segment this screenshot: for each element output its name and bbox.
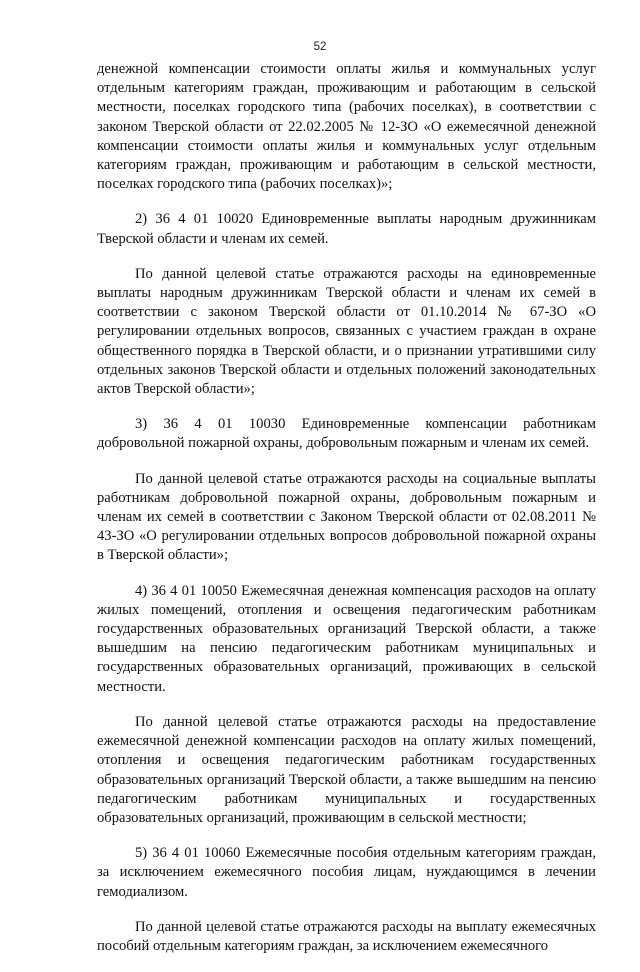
paragraph-item-2-description: По данной целевой статье отражаются расходы на единовременные выплаты народным дружинникам Тверской области и членам их семей в соответствии с законом Тверской области от 01.10.2014 № 67-ЗО «О регулировании отдельных вопросов, связанных с участием граждан в охране общественного порядка в Тверской области, и о признании утратившими силу отдельных законов Тверской области и отдельных положений законодательных актов Тверской области»; [97, 265, 596, 398]
paragraph-item-3-description: По данной целевой статье отражаются расходы на социальные выплаты работникам добровольной пожарной охраны, добровольным пожарным и членам их семей в соответствии с Законом Тверской области от 02.08.2011 № 43-ЗО «О регулировании отдельных вопросов добровольной пожарной охраны в Тверской области»; [97, 470, 596, 564]
paragraph-item-4-heading: 4) 36 4 01 10050 Ежемесячная денежная компенсация расходов на оплату жилых помещений, отопления и освещения педагогическим работникам государственных образовательных организаций Тверской области, а также вышедшим на пенсию педагогическим работникам муниципальных и государственных образовательных организаций, проживающих в сельской местности. [97, 582, 596, 695]
paragraph-item-4-description: По данной целевой статье отражаются расходы на предоставление ежемесячной денежной компенсации расходов на оплату жилых помещений, отопления и освещения педагогическим работникам государственных образовательных организаций Тверской области, а также вышедшим на пенсию педагогическим работникам муниципальных и государственных образовательных организаций, проживающим в сельской местности; [97, 713, 596, 826]
page-number: 52 [313, 41, 327, 53]
paragraph-continuation: денежной компенсации стоимости оплаты жилья и коммунальных услуг отдельным категориям граждан, проживающим и работающим в сельской местности, поселках городского типа (рабочих поселках), в соответствии с законом Тверской области от 22.02.2005 № 12-ЗО «О ежемесячной денежной компенсации стоимости оплаты жилья и коммунальных услуг отдельным категориям граждан, проживающим и работающим в сельской местности, поселках городского типа (рабочих поселках)»; [97, 61, 596, 193]
document-body [97, 60, 596, 972]
paragraph-item-2-heading: 2) 36 4 01 10020 Единовременные выплаты народным дружинникам Тверской области и членам их семей. [97, 211, 596, 247]
paragraph-item-5-description: По данной целевой статье отражаются расходы на выплату ежемесячных пособий отдельным категориям граждан, за исключением ежемесячного [97, 918, 596, 954]
paragraph-item-3-heading: 3) 36 4 01 10030 Единовременные компенсации работникам добровольной пожарной охраны, добровольным пожарным и членам их семей. [97, 416, 596, 452]
paragraph-item-5-heading: 5) 36 4 01 10060 Ежемесячные пособия отдельным категориям граждан, за исключением ежемесячного пособия лицам, нуждающимся в лечении гемодиализом. [97, 845, 596, 900]
